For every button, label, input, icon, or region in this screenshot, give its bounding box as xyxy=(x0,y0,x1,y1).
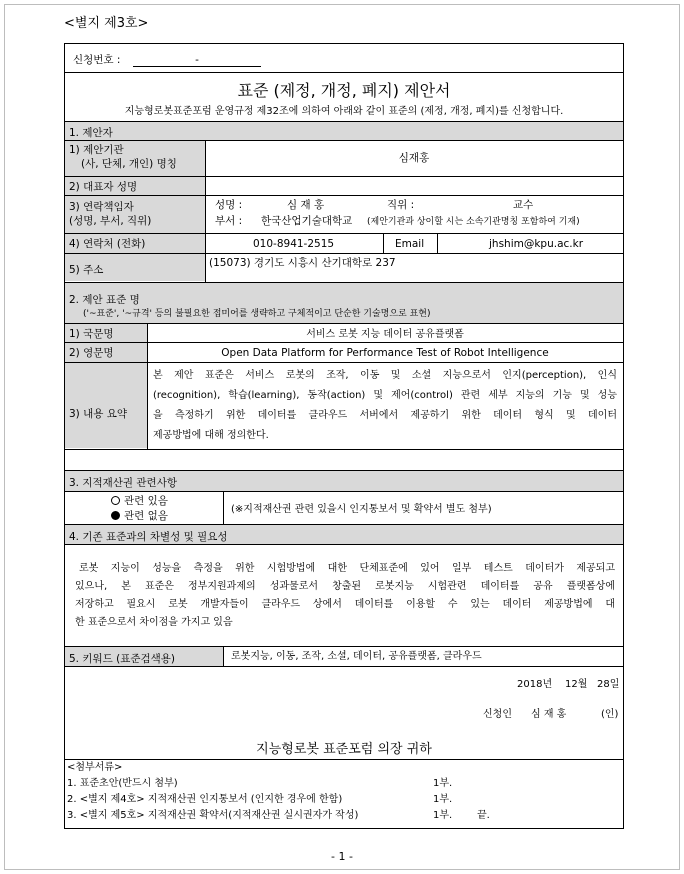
attachment-2: 2. <별지 제4호> 지적재산권 인지통보서 (인지한 경우에 한함) xyxy=(67,794,343,805)
attachment-3-count: 1부. xyxy=(433,810,453,821)
kr-name-label: 1) 국문명 xyxy=(69,328,114,340)
section2-note: ('~표준', '~규격' 등의 불필요한 접미어를 생략하고 구체적이고 단순한 기술명으로 표현) xyxy=(83,309,431,319)
option-unrelated-label: 관련 없음 xyxy=(124,510,168,522)
summary-line-2: (recognition), 학습(learning), 동작(action) 및 제어(control) 관련 세부 지능의 기능 및 성능 xyxy=(153,390,617,401)
position-label: 직위 : xyxy=(387,199,415,211)
application-no-label: 신청번호 : xyxy=(73,54,121,66)
en-name-label: 2) 영문명 xyxy=(69,347,114,359)
address-label: 5) 주소 xyxy=(69,264,104,276)
attachment-end-mark: 끝. xyxy=(477,810,490,821)
rep-label: 2) 대표자 성명 xyxy=(69,181,138,193)
applicant-seal: (인) xyxy=(601,709,619,720)
date-year: 2018년 xyxy=(517,679,553,690)
summary-line-3: 을 측정하기 위한 데이터를 클라우드 서버에서 제공하기 위한 데이터 형식 및 데이터 xyxy=(153,410,617,421)
addressee: 지능형로봇 표준포럼 의장 귀하 xyxy=(256,742,432,757)
form-frame xyxy=(64,43,624,829)
section4-line-4: 한 표준으로서 차이점을 가지고 있음 xyxy=(75,617,233,628)
radio-checked-icon xyxy=(111,511,120,520)
summary-label: 3) 내용 요약 xyxy=(69,408,128,420)
page-number: - 1 - xyxy=(331,850,353,863)
form-title: 표준 (제정, 개정, 폐지) 제안서 xyxy=(237,81,451,100)
dept-note: (제안기관과 상이할 시는 소속기관명칭 포함하여 기재) xyxy=(367,217,580,227)
section4-line-2: 있으나, 본 표준은 정부지원과제의 성과물로서 창출된 로봇지능 시험관련 데이터를 공유 플랫폼상에 xyxy=(75,581,615,592)
org-label-2: (사, 단체, 개인) 명칭 xyxy=(81,158,177,170)
email-label: Email xyxy=(395,238,425,250)
section3-note: (※지적재산권 관련 있을시 인지통보서 및 확약서 별도 첨부) xyxy=(231,504,492,515)
phone-value: 010-8941-2515 xyxy=(253,238,335,250)
org-label-1: 1) 제안기관 xyxy=(69,144,124,156)
attachment-3: 3. <별지 제5호> 지적재산권 확약서(지적재산권 실시권자가 작성) xyxy=(67,810,359,821)
application-no-value: - xyxy=(195,54,199,66)
applicant-name: 심 재 홍 xyxy=(531,709,567,720)
section4-header: 4. 기존 표준과의 차별성 및 필요성 xyxy=(69,531,228,543)
name-label: 성명 : xyxy=(215,199,243,211)
section4-line-3: 저장하고 필요시 로봇 개발자들이 클라우드 상에서 데이터를 이용할 수 있는 데이터 제공방법에 대 xyxy=(75,599,615,610)
section4-line-1: 로봇 지능이 성능을 측정을 위한 시험방법에 대한 단체표준에 있어 일부 테스트 데이터가 제공되고 xyxy=(79,563,615,574)
section5-header: 5. 키워드 (표준검색용) xyxy=(69,653,176,665)
section1-header: 1. 제안자 xyxy=(69,127,113,139)
position-value: 교수 xyxy=(513,199,534,211)
en-name-value: Open Data Platform for Performance Test of Robot Intelligence xyxy=(221,347,549,359)
section3-header: 3. 지적재산권 관련사항 xyxy=(69,477,177,489)
attachments-header: <첨부서류> xyxy=(67,762,123,773)
summary-line-4: 제공방법에 대해 정의한다. xyxy=(153,430,269,441)
email-value: jhshim@kpu.ac.kr xyxy=(489,238,584,250)
org-value: 심재홍 xyxy=(398,152,430,164)
attachment-2-count: 1부. xyxy=(433,794,453,805)
applicant-label: 신청인 xyxy=(483,709,512,720)
contact-label-1: 3) 연락책임자 xyxy=(69,201,134,213)
kr-name-value: 서비스 로봇 지능 데이터 공유플랫폼 xyxy=(306,329,464,340)
contact-label-2: (성명, 부서, 직위) xyxy=(69,215,152,227)
address-value: (15073) 경기도 시흥시 산기대학로 237 xyxy=(209,257,396,269)
option-unrelated xyxy=(111,510,168,523)
summary-line-1: 본 제안 표준은 서비스 로봇의 조작, 이동 및 소셜 지능으로서 인지(perception), 인식 xyxy=(153,370,617,381)
form-intro: 지능형로봇표준포럼 운영규정 제32조에 의하여 아래와 같이 표준의 (제정, 개정, 폐지)를 신청합니다. xyxy=(124,106,564,117)
date-day: 28일 xyxy=(597,679,620,690)
section1-header-bg xyxy=(65,121,623,140)
attachment-1: 1. 표준초안(반드시 첨부) xyxy=(67,778,178,789)
dept-label: 부서 : xyxy=(215,215,243,227)
radio-unchecked-icon xyxy=(111,496,120,505)
option-related xyxy=(111,495,168,508)
phone-label: 4) 연락처 (전화) xyxy=(69,238,146,250)
dept-value: 한국산업기술대학교 xyxy=(261,215,353,227)
section2-header: 2. 제안 표준 명 xyxy=(69,294,140,306)
annex-title: <별지 제3호> xyxy=(64,16,149,31)
keywords-value: 로봇지능, 이동, 조작, 소셜, 데이터, 공유플랫폼, 클라우드 xyxy=(231,651,482,662)
name-value: 심 재 홍 xyxy=(287,199,325,211)
date-month: 12월 xyxy=(565,679,588,690)
option-related-label: 관련 있음 xyxy=(124,495,168,507)
attachment-1-count: 1부. xyxy=(433,778,453,789)
